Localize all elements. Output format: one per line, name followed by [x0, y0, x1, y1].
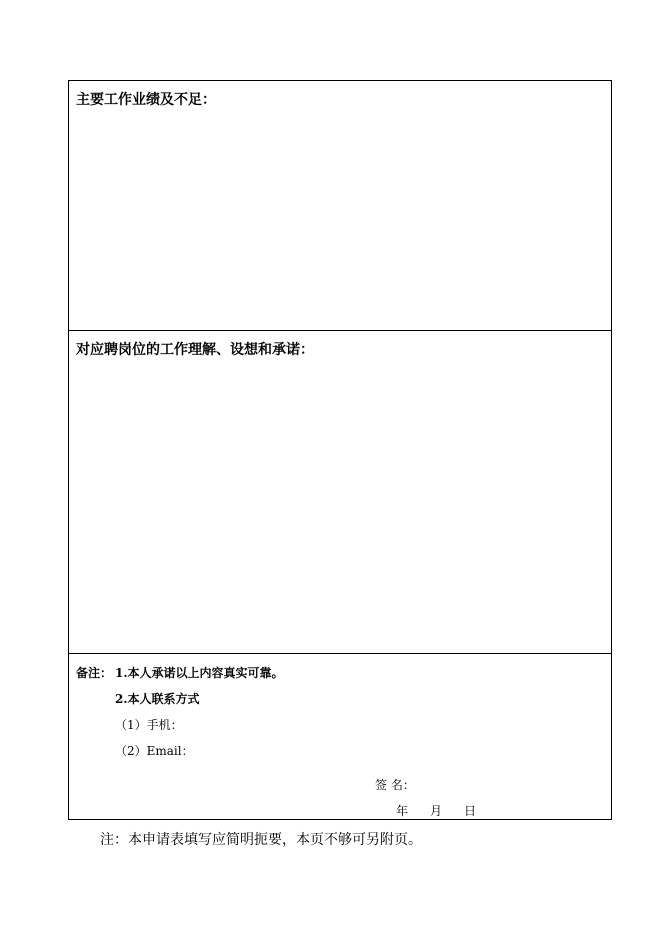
signature-label: 签 名：: [375, 778, 415, 792]
date-month-label: 月: [430, 804, 443, 818]
work-achievements-label: 主要工作业绩及不足：: [76, 92, 216, 108]
date-day-label: 日: [464, 804, 477, 818]
phone-field-label: （1）手机：: [115, 718, 183, 732]
footer-note: 注：本申请表填写应简明扼要，本页不够可另附页。: [100, 832, 422, 848]
remarks-item-2: 2.本人联系方式: [115, 692, 200, 706]
date-row: [396, 802, 476, 819]
email-field-label: （2）Email：: [115, 744, 194, 758]
remarks-section: [69, 654, 611, 820]
date-year-label: 年: [396, 804, 409, 818]
job-understanding-section[interactable]: [69, 331, 611, 654]
application-form-table: [68, 80, 612, 820]
remarks-item-1: 1.本人承诺以上内容真实可靠。: [115, 666, 284, 680]
work-achievements-section[interactable]: [69, 81, 611, 331]
job-understanding-label: 对应聘岗位的工作理解、设想和承诺：: [76, 342, 314, 358]
remarks-label: 备注：: [76, 666, 113, 680]
